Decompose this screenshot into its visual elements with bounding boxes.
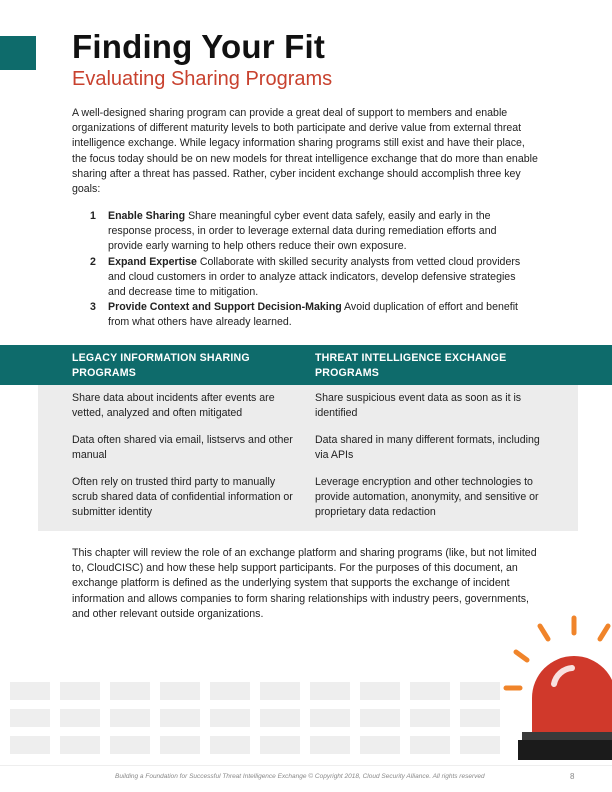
decorative-tile <box>160 736 200 754</box>
goals-list <box>90 209 530 331</box>
decorative-tile <box>410 709 450 727</box>
decorative-tile <box>60 709 100 727</box>
goal-text: Share meaningful cyber event data safely, easily and early in the response process, in order to leverage external data during remediation efforts and provide early warning to help others reduce their own exposure. <box>108 210 497 253</box>
intro-paragraph: A well-designed sharing program can provide a great deal of support to members and enable organizations of different maturity levels to both participate and derive value from external threat intelligence exchange. While legacy information sharing programs still exist and have their place, the focus today should be on new models for threat intelligence exchange that do more than enable sharing after a threat has passed. Rather, cyber incident exchange should accomplish three key goals: <box>72 107 538 196</box>
goal-number: 1 <box>90 210 96 222</box>
decorative-tile <box>260 709 300 727</box>
decorative-tile <box>60 682 100 700</box>
decorative-tile <box>110 736 150 754</box>
goal-number: 3 <box>90 301 96 314</box>
decorative-tile <box>210 682 250 700</box>
decorative-tile <box>460 709 500 727</box>
decorative-tile <box>110 682 150 700</box>
goal-title: Expand Expertise <box>108 255 197 268</box>
exchange-row-cell: Leverage encryption and other technologies to provide automation, anonymity, and sensitive or proprietary data redaction <box>315 476 539 518</box>
legacy-row-cell: Share data about incidents after events are vetted, analyzed and often mitigated <box>72 392 275 419</box>
page-title: Finding Your Fit <box>72 28 326 65</box>
goal-number: 2 <box>90 255 96 268</box>
page-number: 8 <box>570 772 575 781</box>
legacy-column-header: LEGACY INFORMATION SHARING PROGRAMS <box>72 352 250 379</box>
decorative-tile <box>410 682 450 700</box>
decorative-tile <box>210 736 250 754</box>
siren-icon <box>496 612 612 760</box>
decorative-tile <box>460 736 500 754</box>
decorative-tile <box>10 682 50 700</box>
decorative-tile <box>110 709 150 727</box>
decorative-tile <box>160 682 200 700</box>
decorative-tile <box>10 709 50 727</box>
decorative-tile <box>360 709 400 727</box>
legacy-row-cell: Often rely on trusted third party to manually scrub shared data of confidential information or submitter identity <box>72 476 293 518</box>
exchange-row-cell: Share suspicious event data as soon as it is identified <box>315 392 522 419</box>
decorative-tile <box>260 682 300 700</box>
decorative-tile <box>60 736 100 754</box>
decorative-tile <box>360 682 400 700</box>
goal-item <box>90 209 530 255</box>
legacy-row-cell: Data often shared via email, listservs and other manual <box>72 434 293 461</box>
goal-text: Collaborate with skilled security analysts from vetted cloud providers and cloud customers in order to analyze attack indicators, develop defensive strategies and decrease time to mitigation. <box>108 255 521 299</box>
corner-accent-tab <box>0 36 36 70</box>
decorative-tile <box>160 709 200 727</box>
footer-divider <box>0 765 612 766</box>
outro-paragraph: This chapter will review the role of an exchange platform and sharing programs (like, but not limited to, CloudCISC) and how these help support participants. For the purposes of this document, an exchange platform is defined as the underlying system that supports the exchange of incident information and allows companies to form sharing relationships with industry peers, governments, and other relevant outside organizations. <box>72 547 537 620</box>
exchange-column-header: THREAT INTELLIGENCE EXCHANGE PROGRAMS <box>315 352 507 379</box>
goal-title: Provide Context and Support Decision-Making <box>108 301 342 314</box>
goal-item <box>90 255 530 301</box>
decorative-tile <box>460 682 500 700</box>
page-subtitle: Evaluating Sharing Programs <box>72 68 333 90</box>
decorative-tile <box>310 736 350 754</box>
goal-title: Enable Sharing <box>108 210 186 222</box>
decorative-tile <box>410 736 450 754</box>
decorative-tile <box>310 709 350 727</box>
goal-text: Avoid duplication of effort and benefit from what others have already learned. <box>108 301 518 329</box>
goal-item <box>90 300 530 330</box>
exchange-row-cell: Data shared in many different formats, including via APIs <box>315 434 540 461</box>
footer-copyright: Building a Foundation for Successful Threat Intelligence Exchange © Copyright 2018, Cloud Security Alliance. All rights reserved <box>115 773 485 780</box>
decorative-tile <box>260 736 300 754</box>
decorative-tile <box>210 709 250 727</box>
decorative-tile <box>10 736 50 754</box>
decorative-tile <box>310 682 350 700</box>
decorative-tile <box>360 736 400 754</box>
